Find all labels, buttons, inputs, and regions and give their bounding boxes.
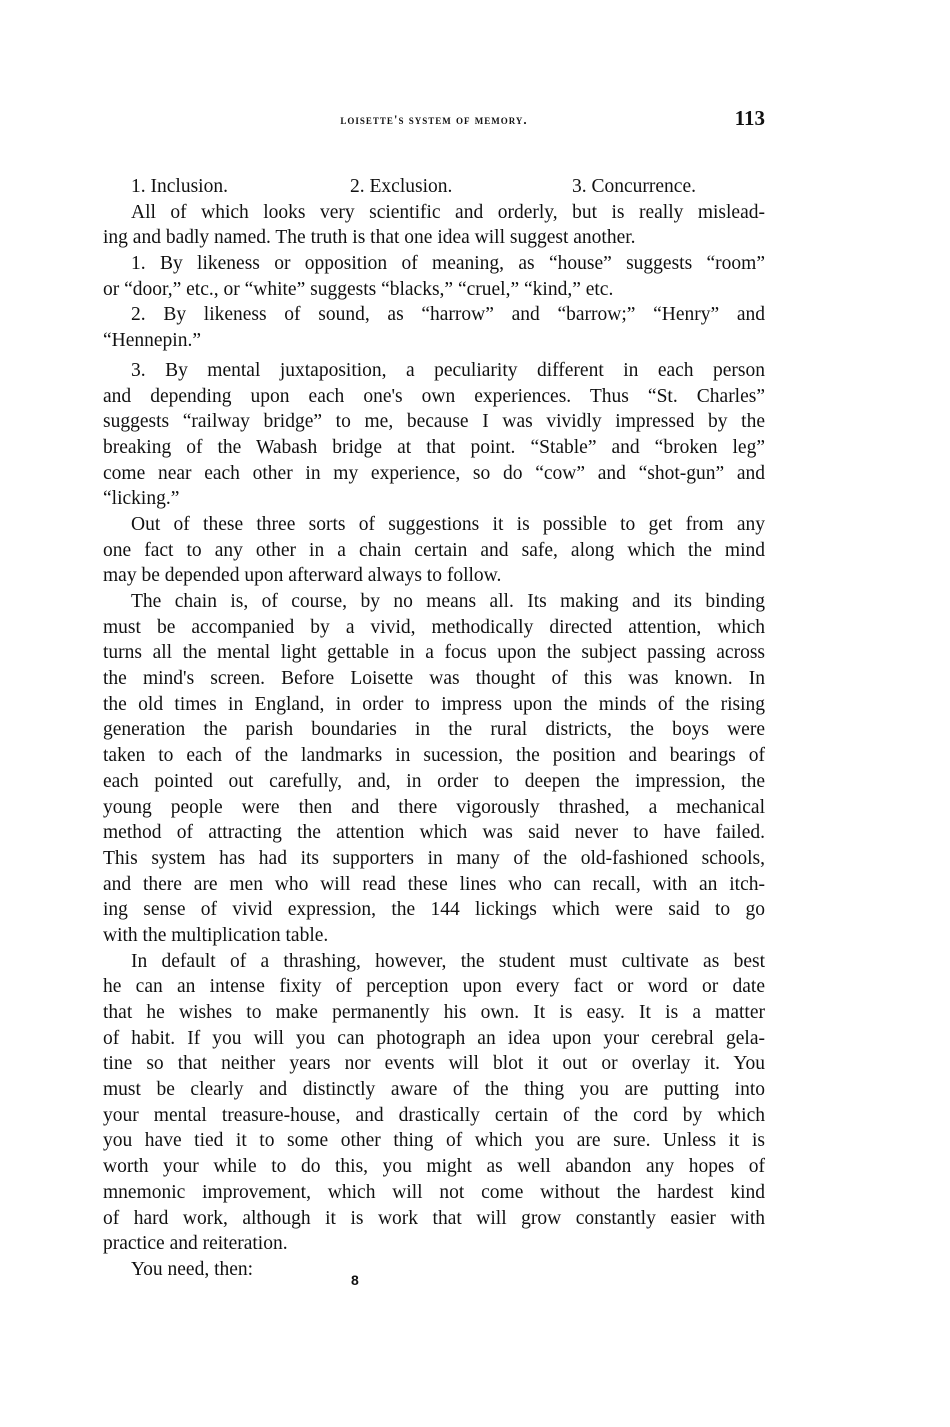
text-line: breaking of the Wabash bridge at that point. “Stable” and “broken leg”	[103, 436, 765, 458]
text-line: and there are men who will read these lines who can recall, with an itch-	[103, 873, 765, 895]
text-line: turns all the mental light gettable in a focus upon the subject passing across	[103, 642, 765, 664]
text-line: worth your while to do this, you might as well abandon any hopes of	[103, 1156, 765, 1178]
text-lines	[103, 200, 765, 1283]
signature-mark: 8	[351, 1272, 359, 1288]
classification-list	[103, 174, 765, 200]
page-number: 113	[734, 106, 765, 130]
text-line: must be clearly and distinctly aware of the thing you are putting into	[103, 1079, 765, 1101]
text-line: “licking.”	[103, 488, 180, 510]
text-line: All of which looks very scientific and orderly, but is really mislead-	[131, 201, 765, 223]
text-line: 2. By likeness of sound, as “harrow” and “barrow;” “Henry” and	[131, 304, 765, 326]
page-header	[103, 106, 765, 136]
text-line: practice and reiteration.	[103, 1233, 288, 1255]
text-line: ing sense of vivid expression, the 144 lickings which were said to go	[103, 899, 765, 921]
text-line: 1. By likeness or opposition of meaning, as “house” suggests “room”	[131, 253, 765, 275]
text-line: the mind's screen. Before Loisette was thought of this was known. In	[103, 668, 765, 690]
text-line: mnemonic improvement, which will not come without the hardest kind	[103, 1181, 765, 1203]
text-line: of hard work, although it is work that will grow constantly easier with	[103, 1207, 765, 1229]
text-line: tine so that neither years nor events will blot it out or overlay it. You	[103, 1053, 765, 1075]
text-line: method of attracting the attention which was said never to have failed.	[103, 822, 765, 844]
text-line: with the multiplication table.	[103, 924, 329, 946]
list-item-concurrence: 3. Concurrence.	[572, 176, 696, 197]
text-line: may be depended upon afterward always to follow.	[103, 565, 502, 587]
text-line: the old times in England, in order to impress upon the minds of the rising	[103, 693, 765, 715]
text-line: or “door,” etc., or “white” suggests “blacks,” “cruel,” “kind,” etc.	[103, 278, 614, 300]
text-line: you have tied it to some other thing of which you are sure. Unless it is	[103, 1130, 765, 1152]
text-line: young people were then and there vigorously thrashed, a mechanical	[103, 796, 765, 818]
text-line: that he wishes to make permanently his own. It is easy. It is a matter	[103, 1002, 765, 1023]
text-line: each pointed out carefully, and, in order to deepen the impression, the	[103, 770, 765, 792]
running-title: loisette's system of memory.	[340, 112, 528, 127]
text-line: ing and badly named. The truth is that one idea will suggest another.	[103, 227, 636, 249]
text-line: “Hennepin.”	[103, 330, 201, 352]
text-line: come near each other in my experience, so do “cow” and “shot-gun” and	[103, 462, 765, 484]
text-line: In default of a thrashing, however, the student must cultivate as best	[131, 950, 765, 972]
text-line: your mental treasure-house, and drastically certain of the cord by which	[103, 1104, 765, 1126]
text-line: suggests “railway bridge” to me, because I was vividly impressed by the	[103, 411, 765, 433]
text-line: Out of these three sorts of suggestions it is possible to get from any	[131, 513, 765, 535]
list-item-inclusion: 1. Inclusion.	[131, 176, 228, 197]
text-line: and depending upon each one's own experiences. Thus “St. Charles”	[103, 385, 765, 407]
text-line: of habit. If you will you can photograph an idea upon your cerebral gela-	[103, 1027, 765, 1049]
text-line: This system has had its supporters in many of the old-fashioned schools,	[103, 847, 765, 869]
text-line: he can an intense fixity of perception upon every fact or word or date	[103, 976, 765, 998]
text-line: You need, then:	[131, 1258, 254, 1280]
text-line: generation the parish boundaries in the rural districts, the boys were	[103, 719, 765, 741]
text-line: must be accompanied by a vivid, methodically directed attention, which	[103, 616, 765, 638]
body-text	[103, 174, 765, 1283]
text-line: taken to each of the landmarks in sucession, the position and bearings of	[103, 745, 765, 767]
text-line: The chain is, of course, by no means all. Its making and its binding	[131, 591, 765, 612]
text-line: 3. By mental juxtaposition, a peculiarity different in each person	[131, 359, 765, 381]
text-line: one fact to any other in a chain certain and safe, along which the mind	[103, 539, 765, 561]
list-item-exclusion: 2. Exclusion.	[350, 176, 453, 197]
